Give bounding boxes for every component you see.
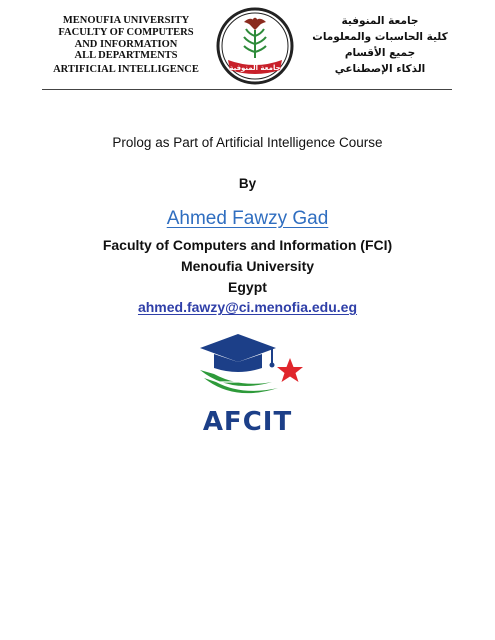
email-link[interactable]: ahmed.fawzy@ci.menofia.edu.eg (137, 299, 358, 315)
header-arabic-departments: جميع الأقسام (344, 47, 416, 59)
seal-ribbon-text: جامعة المنوفية (229, 64, 281, 72)
affiliation-country: Egypt (228, 279, 267, 295)
header-line-university: MENOUFIA UNIVERSITY (62, 15, 190, 26)
affiliation-university: Menoufia University (180, 258, 315, 274)
header-line-departments: ALL DEPARTMENTS (74, 50, 178, 62)
by-label: By (238, 176, 257, 191)
red-star-icon (277, 358, 303, 382)
author-name-link[interactable]: Ahmed Fawzy Gad (166, 208, 329, 229)
course-title: Prolog as Part of Artificial Intelligence Course (112, 135, 383, 150)
header-arabic-university: جامعة المنوفية (341, 15, 419, 27)
university-seal-logo (214, 6, 296, 86)
afcit-logo-graphic (190, 330, 305, 402)
header-divider (42, 89, 452, 90)
affiliation-faculty: Faculty of Computers and Information (FCI) (102, 237, 393, 253)
header-arabic-ai: الذكاء الإصطناعي (334, 63, 426, 75)
header-english-block (40, 15, 212, 76)
header-arabic-faculty: كلية الحاسبات والمعلومات (312, 31, 448, 43)
header-arabic-block (310, 13, 450, 77)
afcit-logo-text: AFCIT (202, 407, 293, 437)
header-line-ai: ARTIFICIAL INTELLIGENCE (53, 64, 199, 76)
header-line-faculty: FACULTY OF COMPUTERS (58, 26, 194, 38)
header-line-faculty-cont: AND INFORMATION (74, 38, 178, 50)
graduation-cap-icon (200, 334, 276, 362)
